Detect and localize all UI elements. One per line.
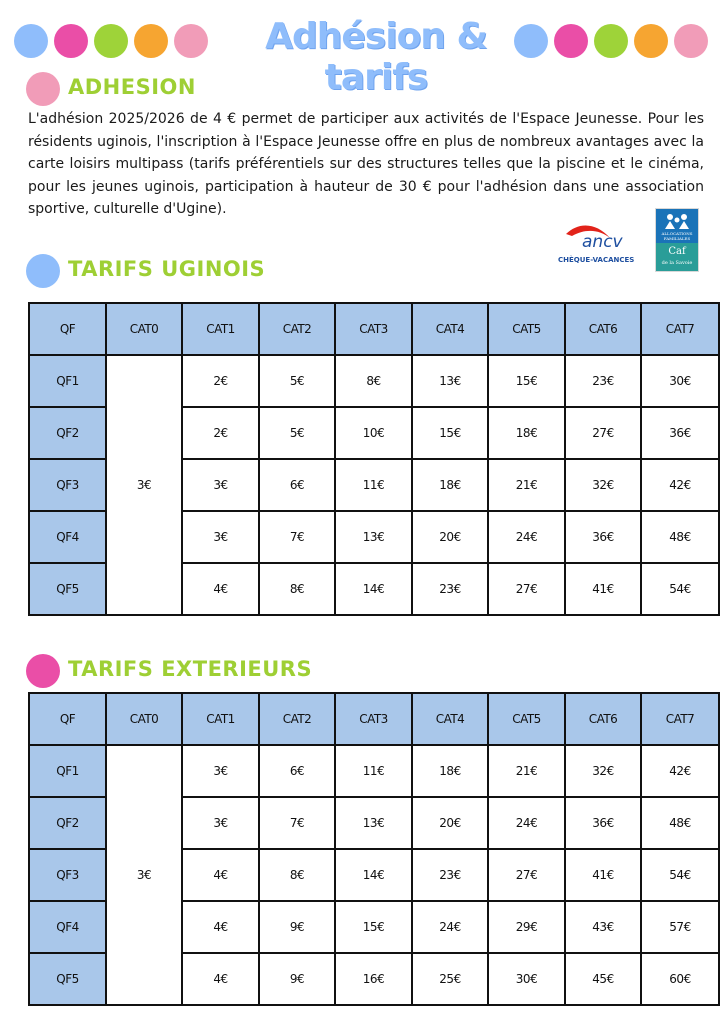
decorative-dot (174, 24, 208, 58)
price-cell: 27€ (488, 563, 565, 615)
price-cell: 41€ (565, 563, 641, 615)
price-cell: 32€ (565, 745, 641, 797)
qf-cell: QF2 (29, 797, 106, 849)
price-cell: 3€ (182, 745, 259, 797)
price-cell: 13€ (335, 797, 412, 849)
price-cell: 18€ (412, 745, 488, 797)
qf-cell: QF2 (29, 407, 106, 459)
exterieurs-heading: TARIFS EXTERIEURS (68, 657, 313, 681)
price-cell: 4€ (182, 563, 259, 615)
section-dot (26, 254, 60, 288)
price-cell: 30€ (641, 355, 719, 407)
price-cell: 23€ (412, 563, 488, 615)
price-cell: 4€ (182, 901, 259, 953)
price-cell: 36€ (565, 511, 641, 563)
column-header-qf: QF (29, 303, 106, 355)
decorative-dot (14, 24, 48, 58)
price-cell: 21€ (488, 745, 565, 797)
column-header-cat2: CAT2 (259, 693, 335, 745)
column-header-cat0: CAT0 (106, 303, 182, 355)
ancv-name: ancv (582, 232, 623, 252)
cat0-cell: 3€ (106, 745, 182, 1005)
price-cell: 15€ (488, 355, 565, 407)
price-cell: 23€ (565, 355, 641, 407)
adhesion-text: L'adhésion 2025/2026 de 4 € permet de participer aux activités de l'Espace Jeunesse. Pour les résidents uginois, l'inscription à l'Espace Jeunesse offre en plus de nombreux avantages avec la carte loisirs multipass (tarifs préférentiels sur des structures telles que la piscine et le cinéma, pour les jeunes uginois, participation à hauteur de 30 € pour l'adhésion dans une association sportive, culturelle d'Ugine). (28, 111, 704, 217)
column-header-cat5: CAT5 (488, 693, 565, 745)
ancv-subtitle: CHÈQUE-VACANCES (558, 256, 635, 264)
price-cell: 16€ (335, 953, 412, 1005)
price-cell: 3€ (182, 511, 259, 563)
price-cell: 23€ (412, 849, 488, 901)
price-cell: 36€ (565, 797, 641, 849)
adhesion-heading: ADHESION (68, 75, 196, 99)
column-header-cat4: CAT4 (412, 303, 488, 355)
price-cell: 25€ (412, 953, 488, 1005)
price-cell: 4€ (182, 953, 259, 1005)
uginois-table (28, 302, 720, 616)
price-cell: 24€ (412, 901, 488, 953)
decorative-dot (674, 24, 708, 58)
caf-logo (655, 208, 699, 272)
price-cell: 42€ (641, 459, 719, 511)
qf-cell: QF1 (29, 355, 106, 407)
price-cell: 24€ (488, 797, 565, 849)
price-cell: 6€ (259, 459, 335, 511)
price-cell: 6€ (259, 745, 335, 797)
price-cell: 9€ (259, 953, 335, 1005)
price-cell: 10€ (335, 407, 412, 459)
price-cell: 57€ (641, 901, 719, 953)
price-cell: 15€ (335, 901, 412, 953)
price-cell: 9€ (259, 901, 335, 953)
column-header-cat5: CAT5 (488, 303, 565, 355)
price-cell: 48€ (641, 797, 719, 849)
price-cell: 45€ (565, 953, 641, 1005)
price-cell: 21€ (488, 459, 565, 511)
qf-cell: QF3 (29, 459, 106, 511)
price-cell: 36€ (641, 407, 719, 459)
price-cell: 3€ (182, 459, 259, 511)
price-cell: 8€ (259, 563, 335, 615)
price-cell: 14€ (335, 563, 412, 615)
decorative-dot (634, 24, 668, 58)
qf-cell: QF4 (29, 511, 106, 563)
column-header-cat3: CAT3 (335, 303, 412, 355)
price-cell: 32€ (565, 459, 641, 511)
price-cell: 20€ (412, 797, 488, 849)
price-cell: 13€ (412, 355, 488, 407)
column-header-qf: QF (29, 693, 106, 745)
price-cell: 24€ (488, 511, 565, 563)
table-header-row (29, 693, 719, 745)
decorative-dot (554, 24, 588, 58)
price-cell: 42€ (641, 745, 719, 797)
price-cell: 54€ (641, 849, 719, 901)
price-cell: 30€ (488, 953, 565, 1005)
ancv-logo (556, 218, 635, 268)
price-cell: 41€ (565, 849, 641, 901)
price-cell: 8€ (335, 355, 412, 407)
qf-cell: QF4 (29, 901, 106, 953)
uginois-heading: TARIFS UGINOIS (68, 257, 266, 281)
section-dot (26, 654, 60, 688)
price-cell: 18€ (412, 459, 488, 511)
decorative-dot (594, 24, 628, 58)
column-header-cat6: CAT6 (565, 303, 641, 355)
exterieurs-table (28, 692, 720, 1006)
price-cell: 27€ (565, 407, 641, 459)
price-cell: 14€ (335, 849, 412, 901)
price-cell: 3€ (182, 797, 259, 849)
price-cell: 29€ (488, 901, 565, 953)
decorative-dot (94, 24, 128, 58)
price-cell: 11€ (335, 745, 412, 797)
price-cell: 13€ (335, 511, 412, 563)
decorative-dot (54, 24, 88, 58)
price-cell: 48€ (641, 511, 719, 563)
column-header-cat6: CAT6 (565, 693, 641, 745)
price-cell: 54€ (641, 563, 719, 615)
caf-band (656, 243, 698, 271)
qf-cell: QF5 (29, 563, 106, 615)
caf-line2: Caf (668, 246, 686, 257)
caf-emblem (656, 209, 698, 243)
column-header-cat7: CAT7 (641, 693, 719, 745)
price-cell: 27€ (488, 849, 565, 901)
caf-line3: de la Savoie (661, 260, 693, 266)
column-header-cat1: CAT1 (182, 693, 259, 745)
price-cell: 43€ (565, 901, 641, 953)
price-cell: 8€ (259, 849, 335, 901)
caf-family-icon (656, 211, 698, 231)
qf-cell: QF5 (29, 953, 106, 1005)
price-cell: 4€ (182, 849, 259, 901)
price-cell: 20€ (412, 511, 488, 563)
price-cell: 5€ (259, 355, 335, 407)
decorative-dot (514, 24, 548, 58)
qf-cell: QF1 (29, 745, 106, 797)
column-header-cat1: CAT1 (182, 303, 259, 355)
price-cell: 11€ (335, 459, 412, 511)
cat0-cell: 3€ (106, 355, 182, 615)
column-header-cat4: CAT4 (412, 693, 488, 745)
price-cell: 18€ (488, 407, 565, 459)
price-cell: 15€ (412, 407, 488, 459)
page-title: Adhésion & tarifs (265, 16, 487, 98)
price-cell: 5€ (259, 407, 335, 459)
column-header-cat7: CAT7 (641, 303, 719, 355)
table-row (29, 355, 719, 407)
price-cell: 7€ (259, 511, 335, 563)
caf-line1: ALLOCATIONS FAMILIALES (661, 231, 693, 241)
table-row (29, 745, 719, 797)
decorative-dot (134, 24, 168, 58)
table-header-row (29, 303, 719, 355)
price-cell: 2€ (182, 355, 259, 407)
price-cell: 7€ (259, 797, 335, 849)
column-header-cat0: CAT0 (106, 693, 182, 745)
qf-cell: QF3 (29, 849, 106, 901)
price-cell: 60€ (641, 953, 719, 1005)
section-dot (26, 72, 60, 106)
price-cell: 2€ (182, 407, 259, 459)
column-header-cat2: CAT2 (259, 303, 335, 355)
column-header-cat3: CAT3 (335, 693, 412, 745)
